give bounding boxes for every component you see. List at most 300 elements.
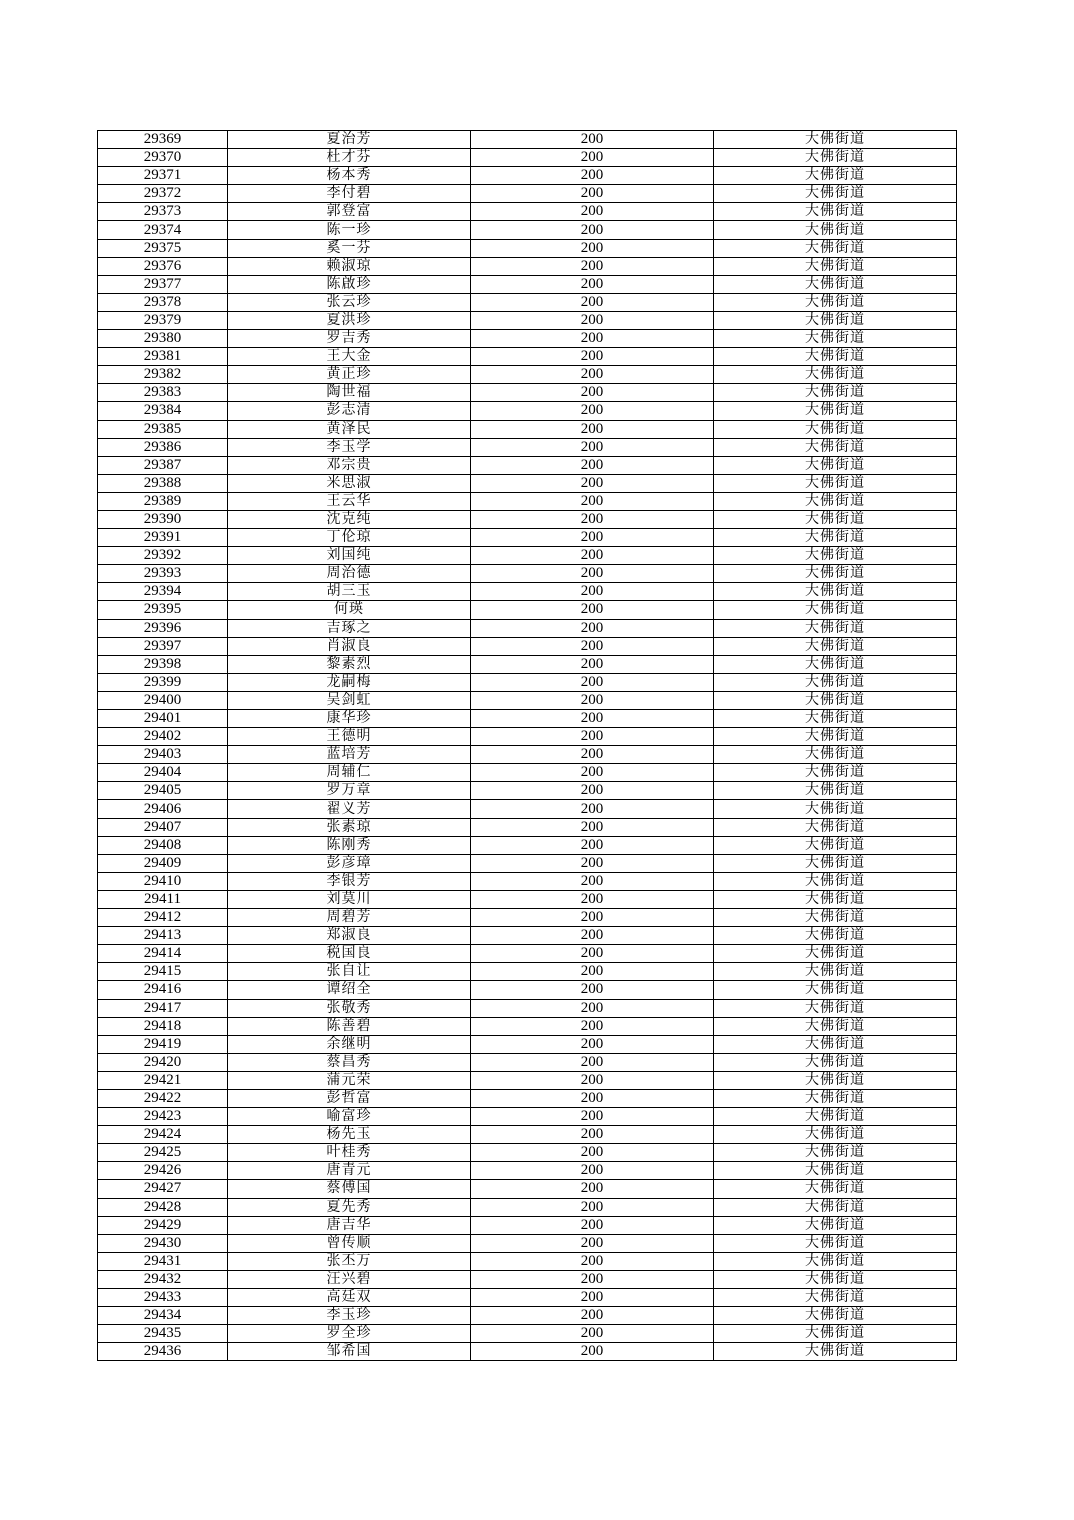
name-cell: 罗万章 (228, 782, 471, 800)
district-cell: 大佛街道 (714, 438, 957, 456)
district-cell: 大佛街道 (714, 836, 957, 854)
district-cell: 大佛街道 (714, 456, 957, 474)
table-row (98, 601, 957, 619)
name-cell: 黄正珍 (228, 366, 471, 384)
name-cell: 蔡昌秀 (228, 1053, 471, 1071)
table-row (98, 420, 957, 438)
id-cell: 29401 (98, 710, 228, 728)
id-cell: 29423 (98, 1108, 228, 1126)
district-cell: 大佛街道 (714, 402, 957, 420)
district-cell: 大佛街道 (714, 529, 957, 547)
id-cell: 29391 (98, 529, 228, 547)
district-cell: 大佛街道 (714, 637, 957, 655)
amount-cell: 200 (471, 637, 714, 655)
table-row (98, 1017, 957, 1035)
amount-cell: 200 (471, 167, 714, 185)
table-row (98, 710, 957, 728)
amount-cell: 200 (471, 402, 714, 420)
name-cell: 陈一珍 (228, 221, 471, 239)
amount-cell: 200 (471, 619, 714, 637)
name-cell: 黎素烈 (228, 655, 471, 673)
amount-cell: 200 (471, 1198, 714, 1216)
data-table (97, 130, 957, 1361)
district-cell: 大佛街道 (714, 619, 957, 637)
id-cell: 29425 (98, 1144, 228, 1162)
id-cell: 29428 (98, 1198, 228, 1216)
district-cell: 大佛街道 (714, 818, 957, 836)
amount-cell: 200 (471, 746, 714, 764)
amount-cell: 200 (471, 1216, 714, 1234)
district-cell: 大佛街道 (714, 1216, 957, 1234)
district-cell: 大佛街道 (714, 275, 957, 293)
name-cell: 张云珍 (228, 293, 471, 311)
table-row (98, 167, 957, 185)
id-cell: 29389 (98, 492, 228, 510)
district-cell: 大佛街道 (714, 510, 957, 528)
id-cell: 29373 (98, 203, 228, 221)
district-cell: 大佛街道 (714, 420, 957, 438)
district-cell: 大佛街道 (714, 1289, 957, 1307)
amount-cell: 200 (471, 909, 714, 927)
name-cell: 邹希国 (228, 1343, 471, 1361)
id-cell: 29410 (98, 872, 228, 890)
id-cell: 29433 (98, 1289, 228, 1307)
name-cell: 夏先秀 (228, 1198, 471, 1216)
district-cell: 大佛街道 (714, 348, 957, 366)
table-row (98, 1270, 957, 1288)
district-cell: 大佛街道 (714, 1307, 957, 1325)
district-cell: 大佛街道 (714, 1325, 957, 1343)
name-cell: 张敬秀 (228, 999, 471, 1017)
district-cell: 大佛街道 (714, 167, 957, 185)
amount-cell: 200 (471, 963, 714, 981)
id-cell: 29379 (98, 311, 228, 329)
amount-cell: 200 (471, 1289, 714, 1307)
name-cell: 张素琼 (228, 818, 471, 836)
district-cell: 大佛街道 (714, 872, 957, 890)
district-cell: 大佛街道 (714, 565, 957, 583)
amount-cell: 200 (471, 1071, 714, 1089)
name-cell: 唐吉华 (228, 1216, 471, 1234)
name-cell: 陶世福 (228, 384, 471, 402)
table-row (98, 1180, 957, 1198)
id-cell: 29414 (98, 945, 228, 963)
table-row (98, 131, 957, 149)
district-cell: 大佛街道 (714, 1343, 957, 1361)
table-row (98, 1216, 957, 1234)
amount-cell: 200 (471, 311, 714, 329)
name-cell: 刘国纯 (228, 547, 471, 565)
name-cell: 郑淑良 (228, 927, 471, 945)
district-cell: 大佛街道 (714, 890, 957, 908)
amount-cell: 200 (471, 1035, 714, 1053)
name-cell: 夏洪珍 (228, 311, 471, 329)
table-row (98, 981, 957, 999)
id-cell: 29406 (98, 800, 228, 818)
table-row (98, 149, 957, 167)
name-cell: 丁伦琼 (228, 529, 471, 547)
amount-cell: 200 (471, 818, 714, 836)
id-cell: 29388 (98, 474, 228, 492)
id-cell: 29375 (98, 239, 228, 257)
district-cell: 大佛街道 (714, 583, 957, 601)
amount-cell: 200 (471, 1053, 714, 1071)
id-cell: 29432 (98, 1270, 228, 1288)
name-cell: 彭志清 (228, 402, 471, 420)
id-cell: 29415 (98, 963, 228, 981)
amount-cell: 200 (471, 601, 714, 619)
table-row (98, 746, 957, 764)
amount-cell: 200 (471, 1252, 714, 1270)
district-cell: 大佛街道 (714, 474, 957, 492)
table-row (98, 239, 957, 257)
name-cell: 李玉珍 (228, 1307, 471, 1325)
table-row (98, 909, 957, 927)
amount-cell: 200 (471, 420, 714, 438)
id-cell: 29436 (98, 1343, 228, 1361)
amount-cell: 200 (471, 782, 714, 800)
amount-cell: 200 (471, 293, 714, 311)
district-cell: 大佛街道 (714, 746, 957, 764)
name-cell: 罗吉秀 (228, 330, 471, 348)
table-row (98, 221, 957, 239)
table-row (98, 800, 957, 818)
district-cell: 大佛街道 (714, 800, 957, 818)
amount-cell: 200 (471, 384, 714, 402)
table-body (98, 131, 957, 1361)
amount-cell: 200 (471, 800, 714, 818)
table-row (98, 963, 957, 981)
id-cell: 29387 (98, 456, 228, 474)
amount-cell: 200 (471, 474, 714, 492)
table-row (98, 818, 957, 836)
table-row (98, 836, 957, 854)
id-cell: 29396 (98, 619, 228, 637)
name-cell: 李银芳 (228, 872, 471, 890)
district-cell: 大佛街道 (714, 311, 957, 329)
amount-cell: 200 (471, 673, 714, 691)
amount-cell: 200 (471, 239, 714, 257)
amount-cell: 200 (471, 510, 714, 528)
district-cell: 大佛街道 (714, 927, 957, 945)
district-cell: 大佛街道 (714, 149, 957, 167)
amount-cell: 200 (471, 854, 714, 872)
id-cell: 29378 (98, 293, 228, 311)
district-cell: 大佛街道 (714, 293, 957, 311)
name-cell: 彭哲富 (228, 1089, 471, 1107)
amount-cell: 200 (471, 872, 714, 890)
id-cell: 29416 (98, 981, 228, 999)
id-cell: 29430 (98, 1234, 228, 1252)
table-row (98, 999, 957, 1017)
amount-cell: 200 (471, 275, 714, 293)
district-cell: 大佛街道 (714, 1180, 957, 1198)
district-cell: 大佛街道 (714, 1053, 957, 1071)
id-cell: 29372 (98, 185, 228, 203)
table-row (98, 782, 957, 800)
district-cell: 大佛街道 (714, 131, 957, 149)
id-cell: 29384 (98, 402, 228, 420)
amount-cell: 200 (471, 1307, 714, 1325)
table-row (98, 1108, 957, 1126)
name-cell: 周治德 (228, 565, 471, 583)
name-cell: 李玉学 (228, 438, 471, 456)
amount-cell: 200 (471, 691, 714, 709)
amount-cell: 200 (471, 710, 714, 728)
name-cell: 陈啟珍 (228, 275, 471, 293)
name-cell: 曾传顺 (228, 1234, 471, 1252)
amount-cell: 200 (471, 836, 714, 854)
id-cell: 29417 (98, 999, 228, 1017)
id-cell: 29377 (98, 275, 228, 293)
district-cell: 大佛街道 (714, 981, 957, 999)
amount-cell: 200 (471, 655, 714, 673)
table-row (98, 583, 957, 601)
table-row (98, 185, 957, 203)
district-cell: 大佛街道 (714, 1198, 957, 1216)
name-cell: 赖淑琼 (228, 257, 471, 275)
table-row (98, 872, 957, 890)
id-cell: 29376 (98, 257, 228, 275)
id-cell: 29413 (98, 927, 228, 945)
amount-cell: 200 (471, 890, 714, 908)
name-cell: 黄泽民 (228, 420, 471, 438)
table-row (98, 637, 957, 655)
id-cell: 29402 (98, 728, 228, 746)
id-cell: 29394 (98, 583, 228, 601)
amount-cell: 200 (471, 1343, 714, 1361)
id-cell: 29371 (98, 167, 228, 185)
table-row (98, 438, 957, 456)
amount-cell: 200 (471, 456, 714, 474)
table-row (98, 348, 957, 366)
table-row (98, 1089, 957, 1107)
amount-cell: 200 (471, 366, 714, 384)
district-cell: 大佛街道 (714, 239, 957, 257)
id-cell: 29407 (98, 818, 228, 836)
id-cell: 29412 (98, 909, 228, 927)
amount-cell: 200 (471, 149, 714, 167)
table-row (98, 854, 957, 872)
name-cell: 翟义芳 (228, 800, 471, 818)
id-cell: 29421 (98, 1071, 228, 1089)
name-cell: 张自让 (228, 963, 471, 981)
district-cell: 大佛街道 (714, 710, 957, 728)
amount-cell: 200 (471, 185, 714, 203)
name-cell: 邓宗贵 (228, 456, 471, 474)
name-cell: 罗全珍 (228, 1325, 471, 1343)
table-row (98, 1035, 957, 1053)
name-cell: 叶桂秀 (228, 1144, 471, 1162)
name-cell: 吉琢之 (228, 619, 471, 637)
table-row (98, 1252, 957, 1270)
name-cell: 刘莫川 (228, 890, 471, 908)
amount-cell: 200 (471, 529, 714, 547)
district-cell: 大佛街道 (714, 185, 957, 203)
table-row (98, 565, 957, 583)
table-row (98, 728, 957, 746)
table-row (98, 1198, 957, 1216)
amount-cell: 200 (471, 945, 714, 963)
id-cell: 29400 (98, 691, 228, 709)
district-cell: 大佛街道 (714, 384, 957, 402)
amount-cell: 200 (471, 1162, 714, 1180)
table-row (98, 1325, 957, 1343)
amount-cell: 200 (471, 348, 714, 366)
table-row (98, 275, 957, 293)
table-row (98, 1162, 957, 1180)
district-cell: 大佛街道 (714, 854, 957, 872)
amount-cell: 200 (471, 492, 714, 510)
amount-cell: 200 (471, 1180, 714, 1198)
name-cell: 夏治芳 (228, 131, 471, 149)
name-cell: 吴剑虹 (228, 691, 471, 709)
district-cell: 大佛街道 (714, 1270, 957, 1288)
table-row (98, 330, 957, 348)
id-cell: 29431 (98, 1252, 228, 1270)
district-cell: 大佛街道 (714, 945, 957, 963)
amount-cell: 200 (471, 330, 714, 348)
id-cell: 29418 (98, 1017, 228, 1035)
id-cell: 29395 (98, 601, 228, 619)
amount-cell: 200 (471, 999, 714, 1017)
amount-cell: 200 (471, 764, 714, 782)
id-cell: 29385 (98, 420, 228, 438)
id-cell: 29420 (98, 1053, 228, 1071)
name-cell: 陈善碧 (228, 1017, 471, 1035)
district-cell: 大佛街道 (714, 999, 957, 1017)
name-cell: 蔡傅国 (228, 1180, 471, 1198)
amount-cell: 200 (471, 1126, 714, 1144)
name-cell: 郭登富 (228, 203, 471, 221)
district-cell: 大佛街道 (714, 1252, 957, 1270)
district-cell: 大佛街道 (714, 691, 957, 709)
district-cell: 大佛街道 (714, 1162, 957, 1180)
id-cell: 29408 (98, 836, 228, 854)
id-cell: 29424 (98, 1126, 228, 1144)
name-cell: 蒲元荣 (228, 1071, 471, 1089)
id-cell: 29390 (98, 510, 228, 528)
id-cell: 29393 (98, 565, 228, 583)
district-cell: 大佛街道 (714, 782, 957, 800)
amount-cell: 200 (471, 438, 714, 456)
district-cell: 大佛街道 (714, 547, 957, 565)
amount-cell: 200 (471, 565, 714, 583)
district-cell: 大佛街道 (714, 1144, 957, 1162)
name-cell: 杨本秀 (228, 167, 471, 185)
amount-cell: 200 (471, 1144, 714, 1162)
amount-cell: 200 (471, 257, 714, 275)
table-row (98, 655, 957, 673)
id-cell: 29392 (98, 547, 228, 565)
name-cell: 陈刚秀 (228, 836, 471, 854)
table-row (98, 529, 957, 547)
amount-cell: 200 (471, 131, 714, 149)
amount-cell: 200 (471, 221, 714, 239)
name-cell: 蓝培芳 (228, 746, 471, 764)
id-cell: 29422 (98, 1089, 228, 1107)
name-cell: 龙嗣梅 (228, 673, 471, 691)
table-row (98, 474, 957, 492)
district-cell: 大佛街道 (714, 221, 957, 239)
name-cell: 王德明 (228, 728, 471, 746)
id-cell: 29429 (98, 1216, 228, 1234)
table-row (98, 1234, 957, 1252)
name-cell: 喻富珍 (228, 1108, 471, 1126)
id-cell: 29374 (98, 221, 228, 239)
table-row (98, 1053, 957, 1071)
amount-cell: 200 (471, 1108, 714, 1126)
name-cell: 李付碧 (228, 185, 471, 203)
district-cell: 大佛街道 (714, 1108, 957, 1126)
table-row (98, 619, 957, 637)
table-row (98, 1071, 957, 1089)
amount-cell: 200 (471, 1017, 714, 1035)
district-cell: 大佛街道 (714, 601, 957, 619)
name-cell: 杨先玉 (228, 1126, 471, 1144)
amount-cell: 200 (471, 1325, 714, 1343)
district-cell: 大佛街道 (714, 1017, 957, 1035)
district-cell: 大佛街道 (714, 673, 957, 691)
district-cell: 大佛街道 (714, 203, 957, 221)
name-cell: 谭绍全 (228, 981, 471, 999)
id-cell: 29419 (98, 1035, 228, 1053)
district-cell: 大佛街道 (714, 330, 957, 348)
id-cell: 29409 (98, 854, 228, 872)
name-cell: 沈克纯 (228, 510, 471, 528)
table-row (98, 366, 957, 384)
table-row (98, 384, 957, 402)
district-cell: 大佛街道 (714, 909, 957, 927)
name-cell: 王大金 (228, 348, 471, 366)
table-row (98, 890, 957, 908)
name-cell: 余继明 (228, 1035, 471, 1053)
name-cell: 奚一芬 (228, 239, 471, 257)
name-cell: 张丕万 (228, 1252, 471, 1270)
amount-cell: 200 (471, 927, 714, 945)
id-cell: 29399 (98, 673, 228, 691)
name-cell: 周碧芳 (228, 909, 471, 927)
table-row (98, 203, 957, 221)
id-cell: 29369 (98, 131, 228, 149)
name-cell: 税国良 (228, 945, 471, 963)
name-cell: 何瑛 (228, 601, 471, 619)
id-cell: 29434 (98, 1307, 228, 1325)
table-row (98, 1144, 957, 1162)
table-row (98, 547, 957, 565)
table-row (98, 1289, 957, 1307)
id-cell: 29370 (98, 149, 228, 167)
id-cell: 29426 (98, 1162, 228, 1180)
table-row (98, 691, 957, 709)
amount-cell: 200 (471, 728, 714, 746)
table-row (98, 1126, 957, 1144)
id-cell: 29380 (98, 330, 228, 348)
name-cell: 康华珍 (228, 710, 471, 728)
name-cell: 米思淑 (228, 474, 471, 492)
district-cell: 大佛街道 (714, 1035, 957, 1053)
id-cell: 29383 (98, 384, 228, 402)
id-cell: 29381 (98, 348, 228, 366)
district-cell: 大佛街道 (714, 1071, 957, 1089)
district-cell: 大佛街道 (714, 655, 957, 673)
table-row (98, 257, 957, 275)
table-row (98, 293, 957, 311)
name-cell: 肖淑良 (228, 637, 471, 655)
district-cell: 大佛街道 (714, 492, 957, 510)
table-row (98, 311, 957, 329)
table-row (98, 1343, 957, 1361)
